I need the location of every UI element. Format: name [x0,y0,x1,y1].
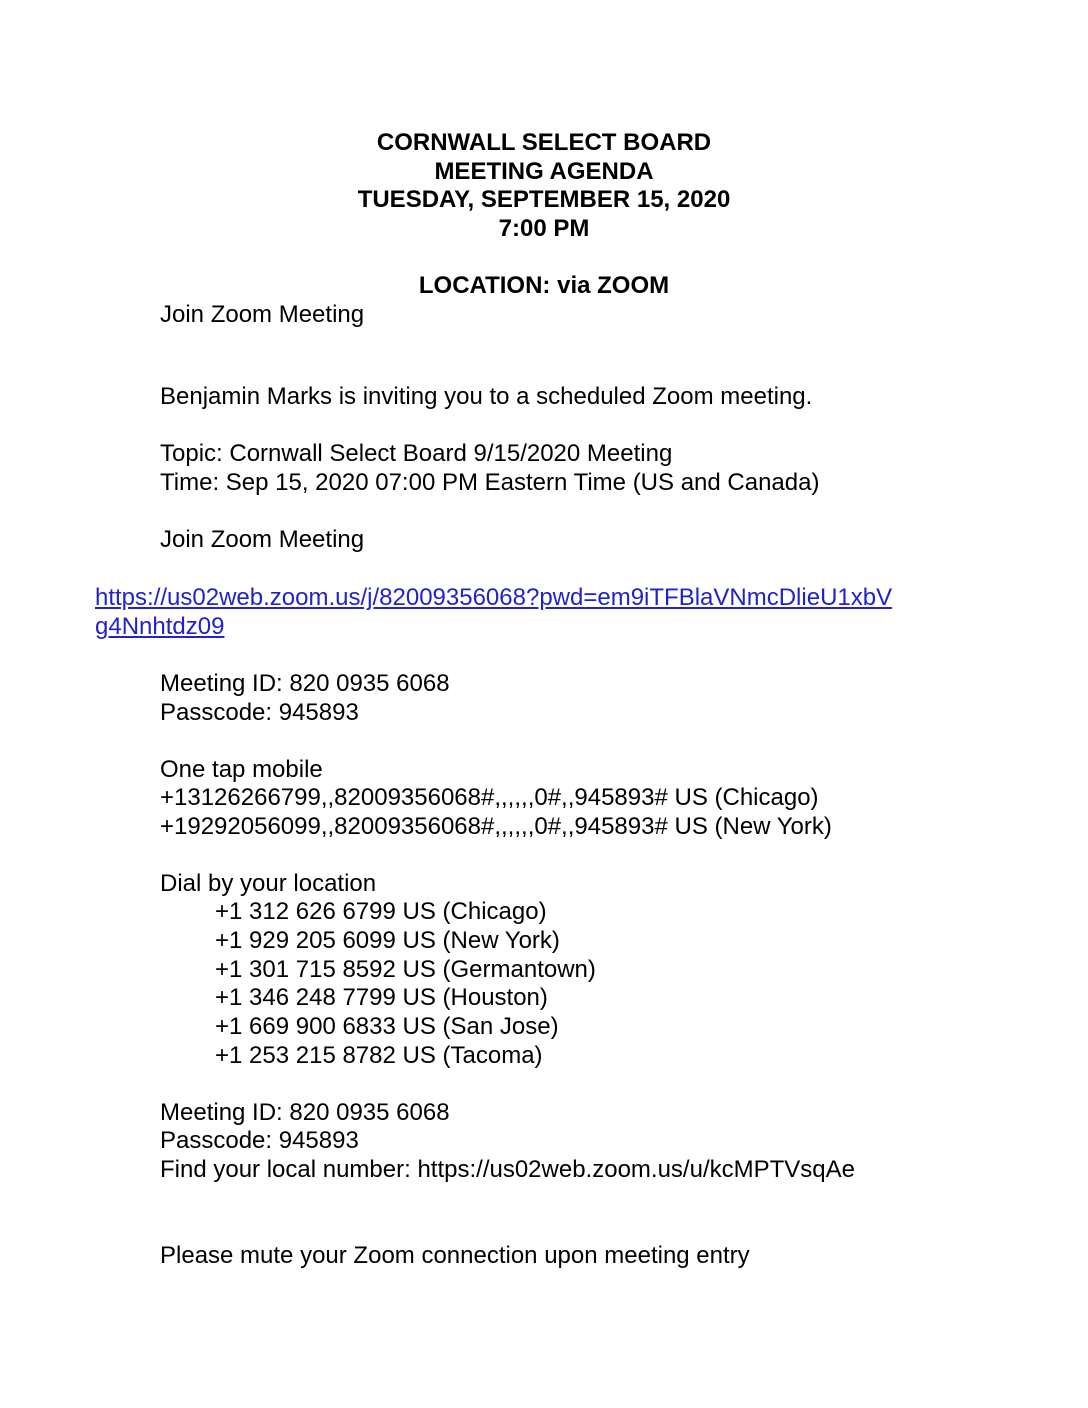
dial-number-item: +1 929 205 6099 US (New York) [215,927,560,954]
dial-number-item: +1 301 715 8592 US (Germantown) [215,956,596,983]
mute-instruction: Please mute your Zoom connection upon meeting entry [160,1242,750,1269]
meeting-time-detail: Time: Sep 15, 2020 07:00 PM Eastern Time (US and Canada) [160,469,820,496]
meeting-time: 7:00 PM [498,215,590,242]
agenda-title: MEETING AGENDA [434,158,654,185]
one-tap-heading: One tap mobile [160,756,323,783]
join-zoom-heading: Join Zoom Meeting [160,301,365,328]
zoom-meeting-link[interactable]: https://us02web.zoom.us/j/82009356068?pwd=em9iTFBlaVNmcDlieU1xbV [95,584,893,611]
zoom-meeting-link-continued[interactable]: g4Nnhtdz09 [95,613,225,640]
dial-number-item: +1 312 626 6799 US (Chicago) [215,898,547,925]
dial-by-location-heading: Dial by your location [160,870,377,897]
meeting-id-repeat: Meeting ID: 820 0935 6068 [160,1099,450,1126]
meeting-passcode-repeat: Passcode: 945893 [160,1127,359,1154]
meeting-topic: Topic: Cornwall Select Board 9/15/2020 Meeting [160,440,673,467]
invitation-text: Benjamin Marks is inviting you to a scheduled Zoom meeting. [160,383,813,410]
board-title: CORNWALL SELECT BOARD [376,129,712,156]
one-tap-new-york: +19292056099,,82009356068#,,,,,,0#,,945893# US (New York) [160,813,832,840]
one-tap-chicago: +13126266799,,82009356068#,,,,,,0#,,945893# US (Chicago) [160,784,819,811]
dial-number-item: +1 669 900 6833 US (San Jose) [215,1013,559,1040]
meeting-date: TUESDAY, SEPTEMBER 15, 2020 [357,186,731,213]
meeting-passcode: Passcode: 945893 [160,699,359,726]
dial-number-item: +1 346 248 7799 US (Houston) [215,984,548,1011]
dial-number-item: +1 253 215 8782 US (Tacoma) [215,1042,543,1069]
join-zoom-label: Join Zoom Meeting [160,526,365,553]
meeting-id: Meeting ID: 820 0935 6068 [160,670,450,697]
meeting-location: LOCATION: via ZOOM [418,272,670,299]
find-local-number: Find your local number: https://us02web.zoom.us/u/kcMPTVsqAe [160,1156,855,1183]
